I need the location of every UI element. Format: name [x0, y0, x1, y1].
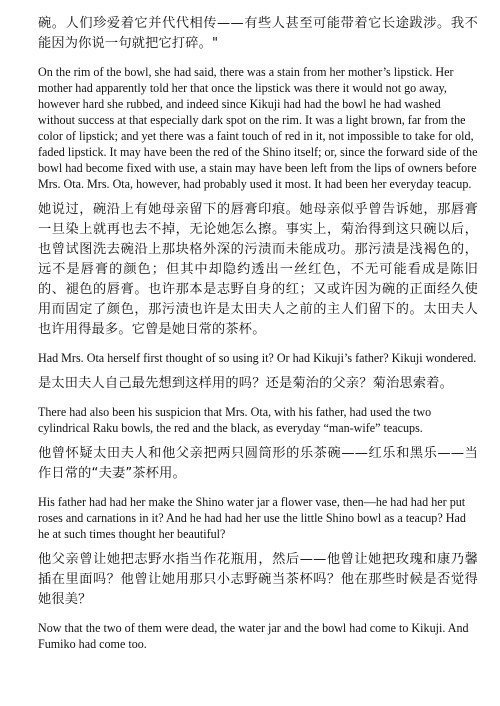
paragraph-en-1: On the rim of the bowl, she had said, there was a stain from her mother’s lipstick. Her mother had apparently told her that once the lipstick was there it would not go away, however hard she rubbed, and indeed since Kikuji had had the bowl he had washed without success at that especially dark spot on the rim. It was a light brown, far from the color of lipstick; and yet there was a faint touch of red in it, not impossible to take for old, faded lipstick. It may have been the red of the Shino itself; or, since the forward side of the bowl had become fixed with use, a stain may have been left from the lips of owners before Mrs. Ota. Mrs. Ota, however, had probably used it most. It had been her everyday teacup.	[38, 65, 478, 191]
paragraph-en-2: Had Mrs. Ota herself first thought of so using it? Or had Kikuji’s father? Kikuji wondered.	[38, 351, 477, 365]
paragraph-zh-3: 是太田夫人自己最先想到这样用的吗？还是菊治的父亲？菊治思索着。	[38, 376, 454, 391]
paragraph-en-3: There had also been his suspicion that Mrs. Ota, with his father, had used the two cylindrical Raku bowls, the red and the black, as everyday “man-wife” teacups.	[38, 405, 432, 435]
paragraph-en-4: His father had had her make the Shino water jar a flower vase, then—he had had her put roses and carnations in it? And he had had her use the little Shino bowl as a teacup? Had he at such times thought her beautiful?	[38, 495, 466, 541]
paragraph-zh-1: 碗。人们珍爱着它并代代相传——有些人甚至可能带着它长途跋涉。我不能因为你说一句就把它打碎。"	[38, 16, 478, 51]
paragraph-en-5: Now that the two of them were dead, the water jar and the bowl had come to Kikuji. And Fumiko had come too.	[38, 621, 469, 651]
paragraph-zh-2: 她说过，碗沿上有她母亲留下的唇膏印痕。她母亲似乎曾告诉她，那唇膏一旦染上就再也去不掉，无论她怎么擦。事实上，菊治得到这只碗以后，也曾试图洗去碗沿上那块格外深的污渍而未能成功。那污渍是浅褐色的，远不是唇膏的颜色；但其中却隐约透出一丝红色，不无可能看成是陈旧的、褪色的唇膏。也许那本是志野自身的红；又或许因为碗的正面经久使用而固定了颜色，那污渍也许是太田夫人之前的主人们留下的。太田夫人也许用得最多。它曾是她日常的茶杯。	[38, 202, 478, 337]
paragraph-zh-4: 他曾怀疑太田夫人和他父亲把两只圆筒形的乐茶碗——红乐和黑乐——当作日常的“夫妻”茶杯用。	[38, 446, 478, 481]
paragraph-zh-5: 他父亲曾让她把志野水指当作花瓶用，然后——他曾让她把玫瑰和康乃馨插在里面吗？他曾让她用那只小志野碗当茶杯吗？他在那些时候是否觉得她很美？	[38, 552, 478, 607]
